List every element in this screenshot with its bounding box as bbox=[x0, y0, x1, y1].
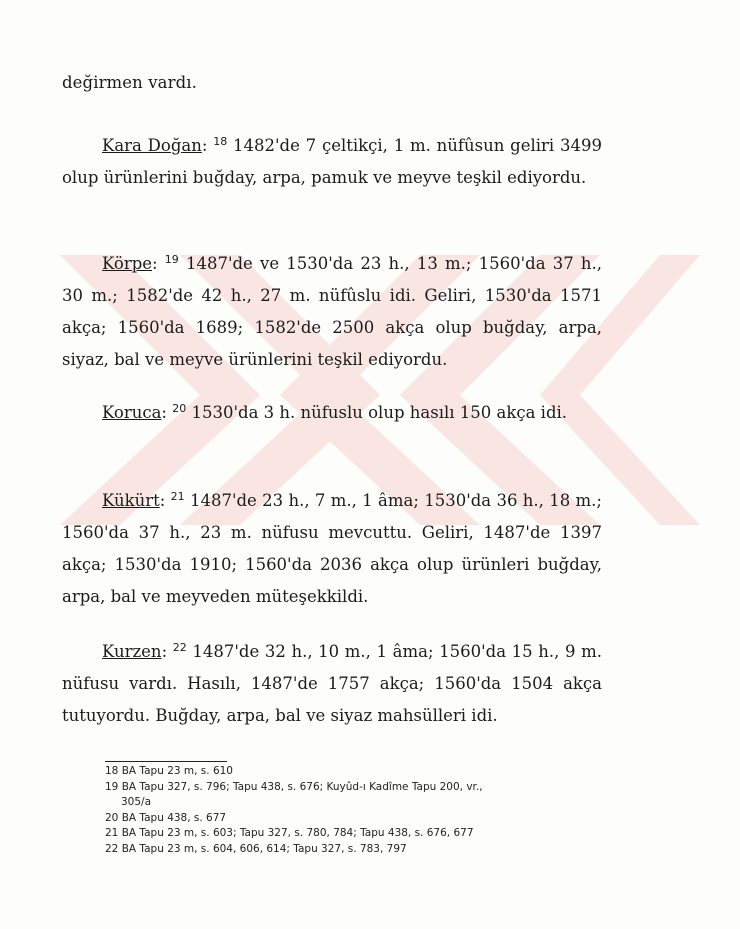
footnote-20: 20 BA Tapu 438, s. 677 bbox=[105, 811, 227, 824]
entry-kara-dogan: Kara Doğan: $^{18}$ 1482'de 7 çeltikçi, 1 m. nüfûsun geliri 3499 olup ürünlerini buğday, arpa, pamuk ve meyve teşkil ediyordu. bbox=[62, 135, 602, 187]
entry-name: Kurzen bbox=[102, 642, 162, 661]
footnotes bbox=[105, 764, 605, 857]
entry-text: 1487'de 23 h., 7 m., 1 âma; 1530'da 36 h., 18 m.; 1560'da 37 h., 23 m. nüfusu mevcuttu. Geliri, 1487'de 1397 akça; 1530'da 1910; 1560'da 2036 akça olup ürünleri buğday, arpa, bal ve meyveden müteşekkildi. bbox=[62, 491, 602, 606]
entry-kurzen: Kurzen: $^{22}$ 1487'de 32 h., 10 m., 1 âma; 1560'da 15 h., 9 m. nüfusu vardı. Hasılı, 1487'de 1757 akça; 1560'da 1504 akça tutuyordu. Buğday, arpa, bal ve siyaz mahsülleri idi. bbox=[62, 641, 603, 725]
entry-name: Kara Doğan bbox=[102, 136, 202, 155]
footnote-19-continued: 305/a bbox=[121, 796, 152, 808]
opening-line: değirmen vardı. bbox=[62, 73, 197, 92]
footnote-22: 22 BA Tapu 23 m, s. 604, 606, 614; Tapu 327, s. 783, 797 bbox=[105, 842, 407, 855]
footnote-18: 18 BA Tapu 23 m, s. 610 bbox=[105, 765, 233, 777]
entry-text: 1482'de 7 çeltikçi, 1 m. nüfûsun geliri 3499 olup ürünlerini buğday, arpa, pamuk ve meyve teşkil ediyordu. bbox=[62, 136, 602, 187]
entry-name: Körpe bbox=[102, 254, 153, 273]
entry-name: Koruca bbox=[102, 403, 162, 422]
footnote-ref: 21 bbox=[170, 490, 185, 503]
entry-koruca: Koruca: $^{20}$ 1530'da 3 h. nüfuslu olup hasılı 150 akça idi. bbox=[102, 402, 568, 422]
footnote-19: 19 BA Tapu 327, s. 796; Tapu 438, s. 676; Kuyûd-ı Kadîme Tapu 200, vr., bbox=[105, 780, 483, 793]
footnote-ref: 20 bbox=[172, 402, 187, 415]
footnote-ref: 19 bbox=[164, 253, 179, 266]
footnote-ref: 22 bbox=[172, 641, 187, 654]
footnote-ref: 18 bbox=[213, 135, 228, 148]
entry-text: 1530'da 3 h. nüfuslu olup hasılı 150 akça idi. bbox=[186, 403, 568, 422]
entry-name: Kükürt bbox=[102, 491, 160, 510]
footnote-21: 21 BA Tapu 23 m, s. 603; Tapu 327, s. 780, 784; Tapu 438, s. 676, 677 bbox=[105, 827, 474, 839]
footnote-divider bbox=[105, 761, 227, 762]
entry-kukurt: Kükürt: $^{21}$ 1487'de 23 h., 7 m., 1 âma; 1530'da 36 h., 18 m.; 1560'da 37 h., 23 m. nüfusu mevcuttu. Geliri, 1487'de 1397 akça; 1530'da 1910; 1560'da 2036 akça olup ürünleri buğday, arpa, bal ve meyveden müteşekkildi. bbox=[62, 490, 602, 606]
entry-text: 1487'de 32 h., 10 m., 1 âma; 1560'da 15 h., 9 m. nüfusu vardı. Hasılı, 1487'de 1757 akça; 1560'da 1504 akça tutuyordu. Buğday, arpa, bal ve siyaz mahsülleri idi. bbox=[62, 642, 603, 725]
entry-text: 1487'de ve 1530'da 23 h., 13 m.; 1560'da 37 h., 30 m.; 1582'de 42 h., 27 m. nüfûslu idi. Geliri, 1530'da 1571 akça; 1560'da 1689; 1582'de 2500 akça olup buğday, arpa, siyaz, bal ve meyve ürünlerini teşkil ediyordu. bbox=[62, 254, 602, 369]
entry-korpe: Körpe: $^{19}$ 1487'de ve 1530'da 23 h., 13 m.; 1560'da 37 h., 30 m.; 1582'de 42 h., 27 m. nüfûslu idi. Geliri, 1530'da 1571 akça; 1560'da 1689; 1582'de 2500 akça olup buğday, arpa, siyaz, bal ve meyve ürünlerini teşkil ediyordu. bbox=[62, 253, 602, 369]
